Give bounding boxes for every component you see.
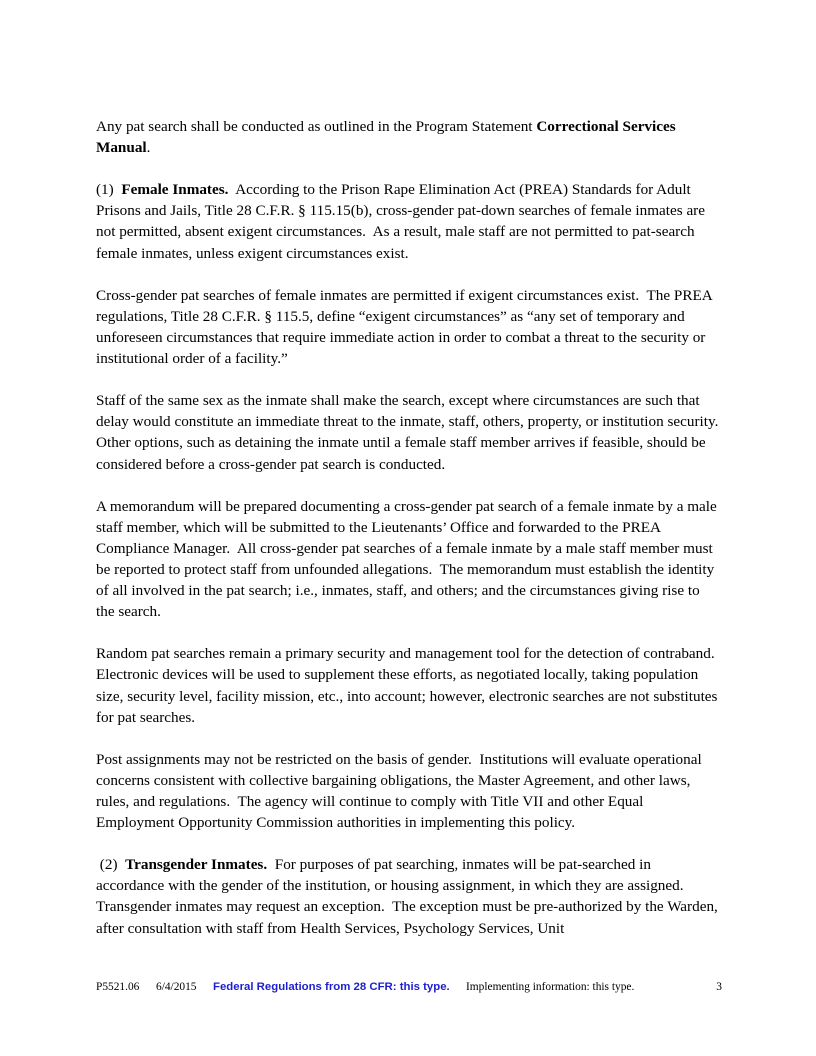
document-body — [96, 116, 726, 960]
transgender-inmates-text: For purposes of pat searching, inmates will be pat-searched in accordance with the gender of the institution, or housing assignment, in which they are assigned. Transgender inmates may request an exception. The exception must be pre-authorized by the Warden, after consultation with staff from Health Services, Psychology Services, Unit — [96, 856, 722, 937]
doc-date: 6/4/2015 — [156, 981, 197, 993]
manual-title: Correctional Services Manual — [96, 118, 676, 157]
female-inmates-paragraph — [96, 179, 722, 263]
section-number: (1) — [96, 181, 122, 199]
female-inmates-heading: Female Inmates. — [121, 181, 229, 199]
doc-number: P5521.06 — [96, 981, 140, 993]
random-search-paragraph: Random pat searches remain a primary security and management tool for the detection of contraband. Electronic devices will be used to supplement these efforts, as negotiated locally, taking population size, security level, facility mission, etc., into account; however, electronic searches are not substitutes for pat searches. — [96, 645, 723, 726]
exigent-paragraph: Cross-gender pat searches of female inmates are permitted if exigent circumstances exist. The PREA regulations, Title 28 C.F.R. § 115.5, define “exigent circumstances” as “any set of temporary and unforeseen circumstances that require immediate action in order to combat a threat to the security or institutional order of a facility.” — [96, 286, 716, 368]
implementing-info-legend: Implementing information: this type. — [466, 981, 635, 993]
section-number: (2) — [96, 856, 126, 874]
intro-paragraph — [96, 116, 722, 158]
federal-regulations-legend: Federal Regulations from 28 CFR: this type. — [213, 981, 450, 993]
page-number: 3 — [716, 981, 722, 993]
memorandum-paragraph: A memorandum will be prepared documenting a cross-gender pat search of a female inmate by a male staff member, which will be submitted to the Lieutenants’ Office and forwarded to the PREA Compliance Manager. All cross-gender pat searches of a female inmate by a male staff member must be reported to protect staff from unfounded allegations. The memorandum must establish the identity of all involved in the pat search; i.e., inmates, staff, and others; and the circumstances giving rise to the search. — [96, 497, 721, 621]
intro-period: . — [146, 139, 151, 157]
transgender-inmates-paragraph — [96, 854, 722, 938]
intro-text: Any pat search shall be conducted as outlined in the Program Statement — [96, 118, 537, 135]
female-inmates-text: According to the Prison Rape Elimination Act (PREA) Standards for Adult Prisons and Jails, Title 28 C.F.R. § 115.15(b), cross-gender pat-down searches of female inmates are not permitted, absent exigent circumstances. As a result, male staff are not permitted to pat-search female inmates, unless exigent circumstances exist. — [96, 181, 709, 262]
same-sex-paragraph: Staff of the same sex as the inmate shall make the search, except where circumstances are such that delay would constitute an immediate threat to the inmate, staff, others, property, or institution security. Other options, such as detaining the inmate until a female staff member arrives if feasible, should be considered before a cross-gender pat search is conducted. — [96, 392, 726, 473]
transgender-inmates-heading: Transgender Inmates. — [125, 856, 268, 874]
post-assignments-paragraph: Post assignments may not be restricted on the basis of gender. Institutions will evaluate operational concerns consistent with collective bargaining obligations, the Master Agreement, and other laws, rules, and regulations. The agency will continue to comply with Title VII and other Equal Employment Opportunity Commission authorities in implementing this policy. — [96, 750, 706, 832]
